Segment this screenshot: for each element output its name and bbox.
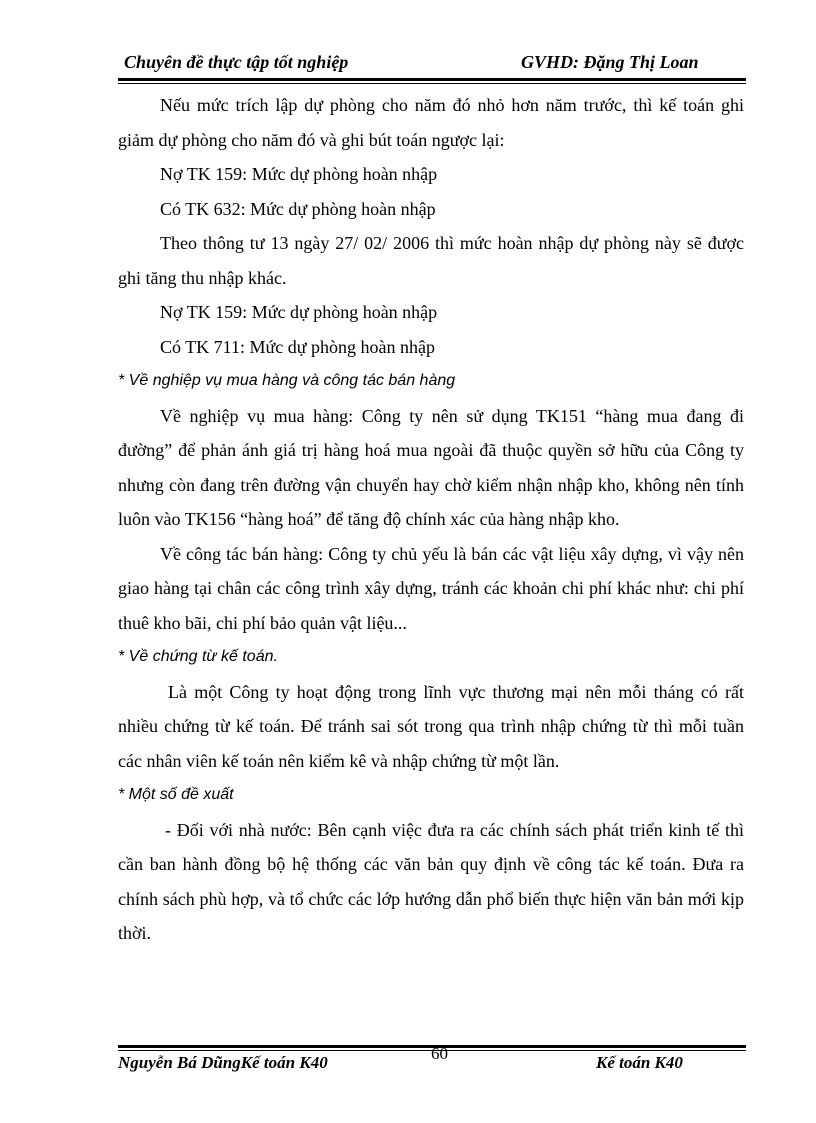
page-number: 60 <box>431 1044 448 1063</box>
paragraph: Có TK 632: Mức dự phòng hoàn nhập <box>160 198 436 219</box>
paragraph: Theo thông tư 13 ngày 27/ 02/ 2006 thì mức hoàn nhập dự phòng này sẽ được ghi tăng thu nhập khác. <box>118 233 744 288</box>
paragraph: Nợ TK 159: Mức dự phòng hoàn nhập <box>160 302 438 322</box>
footer-class: Kế toán K40 <box>596 1053 683 1072</box>
paragraph: Về nghiệp vụ mua hàng: Công ty nên sử dụng TK151 “hàng mua đang đi đường” để phản ánh giá trị hàng hoá mua ngoài đã thuộc quyền sở hữu của Công ty nhưng còn đang trên đường vận chuyển hay chờ kiểm nhận nhập kho, không nên tính luôn vào TK156 “hàng hoá” để tăng độ chính xác của hàng nhập kho. <box>118 405 744 529</box>
header-title: Chuyên đề thực tập tốt nghiệp <box>124 52 349 72</box>
header-supervisor: GVHD: Đặng Thị Loan <box>521 52 699 72</box>
paragraph: - Đối với nhà nước: Bên cạnh việc đưa ra các chính sách phát triển kinh tế thì cần ban hành đồng bộ hệ thống các văn bản quy định về công tác kế toán. Đưa ra chính sách phù hợp, và tổ chức các lớp hướng dẫn phổ biến thực hiện văn bản mới kịp thời. <box>118 819 744 943</box>
paragraph: Có TK 711: Mức dự phòng hoàn nhập <box>160 336 435 357</box>
page-header <box>0 52 816 78</box>
header-rule-thick <box>118 78 746 81</box>
section-heading: * Về nghiệp vụ mua hàng và công tác bán hàng <box>118 372 456 389</box>
paragraph: Nợ TK 159: Mức dự phòng hoàn nhập <box>160 164 438 184</box>
paragraph: Nếu mức trích lập dự phòng cho năm đó nhỏ hơn năm trước, thì kế toán ghi giảm dự phòng cho năm đó và ghi bút toán ngược lại: <box>118 95 744 150</box>
paragraph: Về công tác bán hàng: Công ty chủ yếu là bán các vật liệu xây dựng, vì vậy nên giao hàng tại chân các công trình xây dựng, tránh các khoản chi phí khác như: chi phí thuê kho bãi, chi phí bảo quản vật liệu... <box>118 543 744 633</box>
footer-author: Nguyễn Bá DũngKế toán K40 <box>118 1053 328 1072</box>
header-rule-thin <box>118 83 746 84</box>
document-body <box>118 88 744 951</box>
section-heading: * Một số đề xuất <box>118 786 234 803</box>
paragraph: Là một Công ty hoạt động trong lĩnh vực thương mại nên mỗi tháng có rất nhiều chứng từ kế toán. Để tránh sai sót trong qua trình nhập chứng từ thì mỗi tuần các nhân viên kế toán nên kiểm kê và nhập chứng từ một lần. <box>118 681 744 771</box>
section-heading: * Về chứng từ kế toán. <box>118 648 278 665</box>
